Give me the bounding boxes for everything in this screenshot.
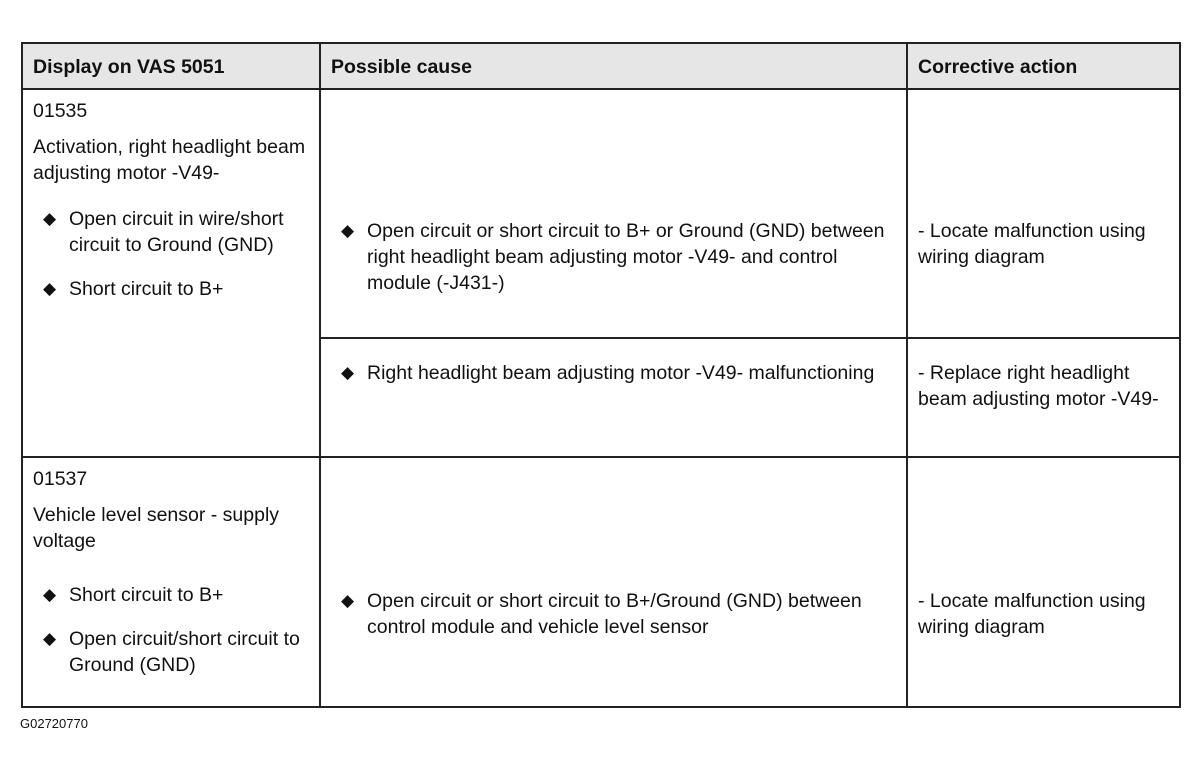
display-cell xyxy=(22,457,320,707)
cause-item: ◆ Open circuit or short circuit to B+/Ground (GND) between control module and vehicle level sensor xyxy=(341,590,862,638)
diamond-icon: ◆ xyxy=(341,221,355,240)
action-cell xyxy=(907,338,1180,457)
header-cause: Possible cause xyxy=(320,43,907,89)
action-cell xyxy=(907,457,1180,707)
table-row xyxy=(22,89,1180,338)
diamond-icon: ◆ xyxy=(43,279,57,298)
cause-cell xyxy=(320,89,907,338)
fault-item: ◆ Short circuit to B+ xyxy=(43,584,224,606)
fault-item: ◆ Open circuit/short circuit to Ground (GND) xyxy=(43,628,300,676)
fault-description: Vehicle level sensor - supply voltage xyxy=(33,504,280,552)
diamond-icon: ◆ xyxy=(43,629,57,648)
figure-code: G02720770 xyxy=(20,716,88,731)
header-display: Display on VAS 5051 xyxy=(22,43,320,89)
cause-cell xyxy=(320,457,907,707)
corrective-action: - Locate malfunction using wiring diagram xyxy=(918,220,1146,268)
corrective-action: - Locate malfunction using wiring diagram xyxy=(918,590,1146,638)
fault-item: ◆ Open circuit in wire/short circuit to Ground (GND) xyxy=(43,208,284,256)
fault-table xyxy=(21,42,1181,708)
diamond-icon: ◆ xyxy=(43,209,57,228)
table-row xyxy=(22,457,1180,707)
action-cell xyxy=(907,89,1180,338)
fault-item: ◆ Short circuit to B+ xyxy=(43,278,224,300)
fault-code: 01535 xyxy=(33,100,88,122)
header-action: Corrective action xyxy=(907,43,1180,89)
corrective-action: - Replace right headlight beam adjusting motor -V49- xyxy=(918,362,1159,410)
diamond-icon: ◆ xyxy=(43,585,57,604)
header-row xyxy=(22,43,1180,89)
diamond-icon: ◆ xyxy=(341,591,355,610)
fault-description: Activation, right headlight beam adjusting motor -V49- xyxy=(33,136,306,184)
cause-item: ◆ Open circuit or short circuit to B+ or Ground (GND) between right headlight beam adjusting motor -V49- and control module (-J431-) xyxy=(341,220,885,294)
fault-code: 01537 xyxy=(33,468,88,490)
diamond-icon: ◆ xyxy=(341,363,355,382)
cause-item: ◆ Right headlight beam adjusting motor -V49- malfunctioning xyxy=(341,362,875,384)
display-cell xyxy=(22,89,320,457)
cause-cell xyxy=(320,338,907,457)
